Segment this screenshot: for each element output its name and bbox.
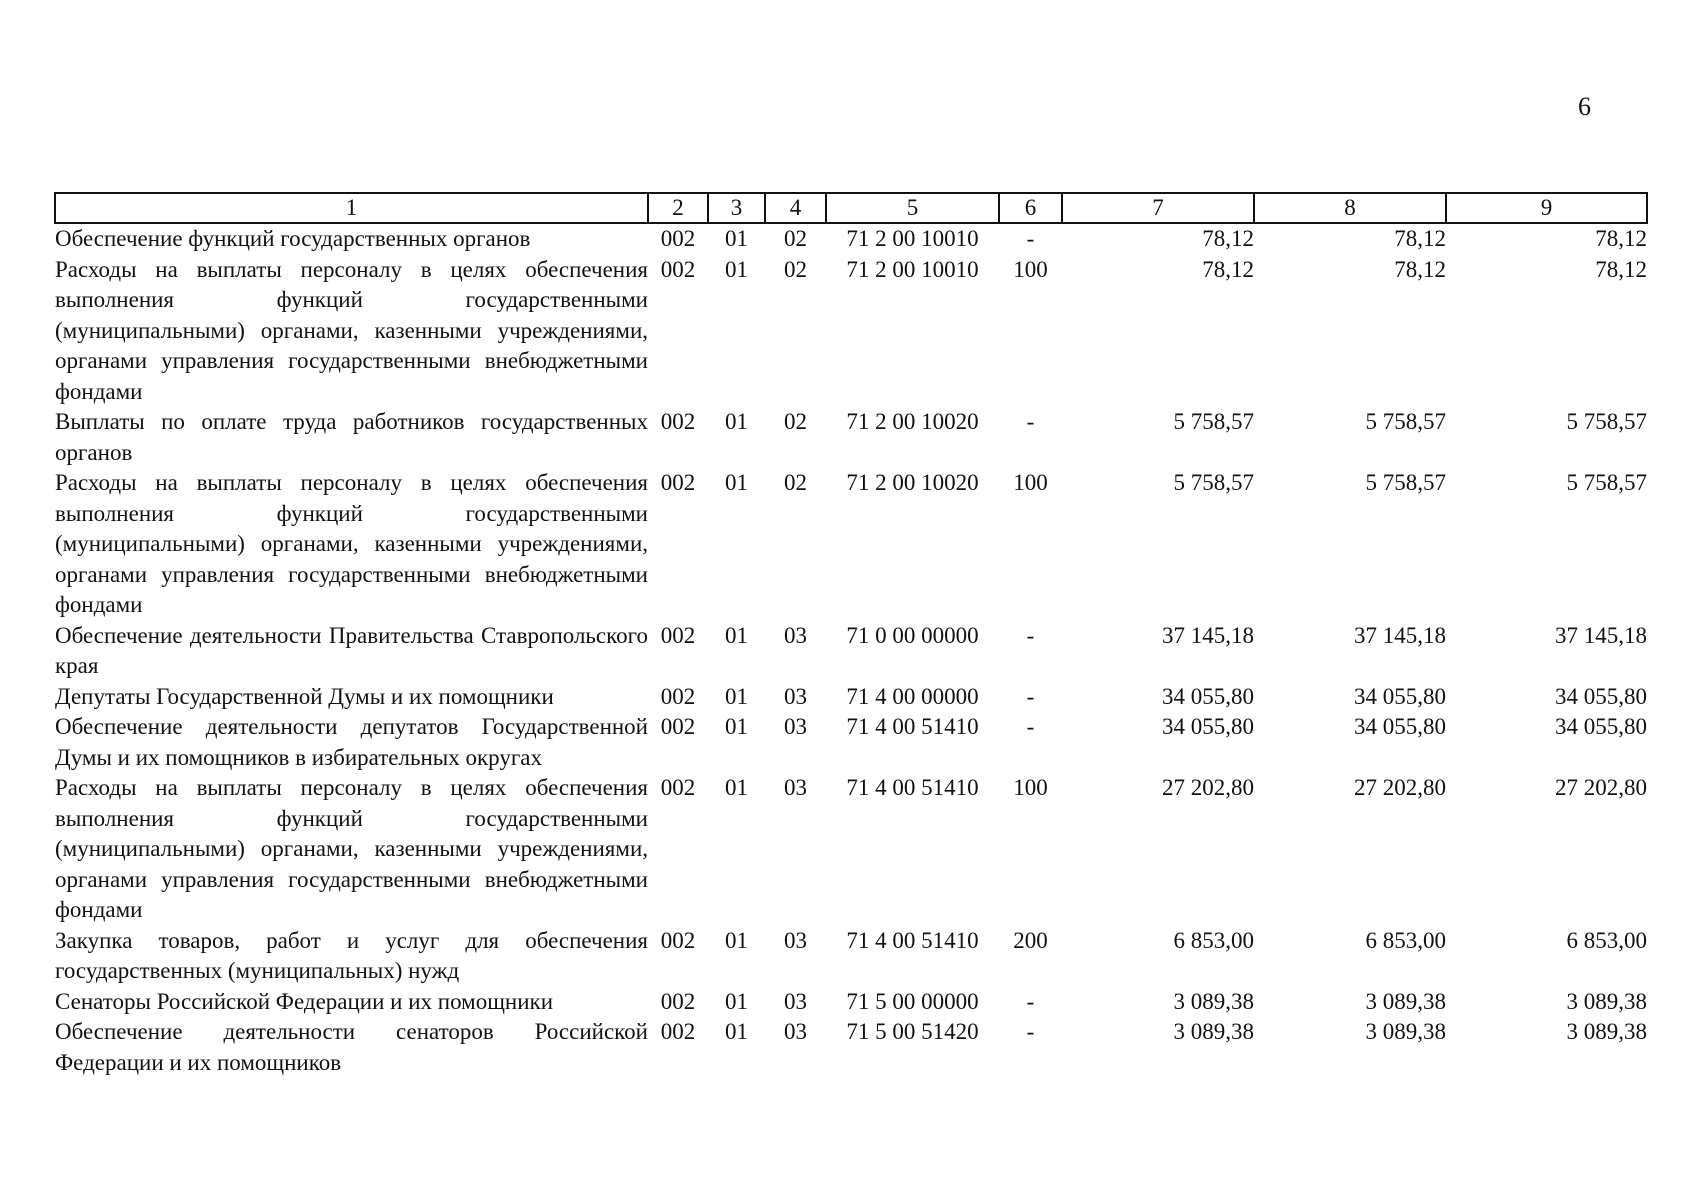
cell-c5: 71 4 00 51410 — [846, 927, 979, 953]
cell-c7: 5 758,57 — [1173, 409, 1254, 434]
cell-c4: 03 — [784, 683, 807, 709]
cell-c3: 01 — [725, 409, 748, 434]
cell-c9: 5 758,57 — [1566, 470, 1647, 495]
cell-c6: - — [1026, 226, 1035, 251]
cell-c4: 02 — [784, 226, 807, 251]
row-name: Депутаты Государственной Думы и их помощники — [55, 683, 554, 709]
cell-c2: 002 — [660, 775, 696, 800]
cell-c5: 71 2 00 10020 — [846, 470, 979, 495]
table-row — [55, 1017, 1647, 1078]
cell-c3: 01 — [725, 775, 748, 800]
table-row — [55, 468, 1647, 621]
cell-c5: 71 4 00 51410 — [846, 775, 979, 800]
row-name: Обеспечение деятельности депутатов Государственной Думы и их помощников в избирательных округах — [55, 714, 648, 770]
cell-c3: 01 — [725, 988, 748, 1014]
cell-c8: 37 145,18 — [1354, 622, 1446, 648]
cell-c8: 27 202,80 — [1354, 775, 1446, 800]
cell-c8: 6 853,00 — [1365, 927, 1446, 953]
cell-c2: 002 — [660, 714, 696, 739]
cell-c2: 002 — [660, 988, 696, 1014]
cell-c8: 34 055,80 — [1354, 714, 1446, 739]
cell-c6: 100 — [1013, 775, 1048, 800]
cell-c9: 3 089,38 — [1566, 1019, 1647, 1044]
cell-c2: 002 — [660, 470, 696, 495]
cell-c6: - — [1026, 683, 1035, 709]
col-header-1: 1 — [55, 193, 648, 223]
cell-c3: 01 — [725, 683, 748, 709]
cell-c9: 5 758,57 — [1566, 409, 1647, 434]
cell-c2: 002 — [660, 226, 696, 251]
cell-c3: 01 — [725, 256, 748, 282]
col-header-7: 7 — [1062, 193, 1254, 223]
cell-c7: 3 089,38 — [1173, 988, 1254, 1014]
cell-c4: 03 — [784, 988, 807, 1014]
cell-c6: - — [1026, 988, 1035, 1014]
table-row — [55, 255, 1647, 408]
table-row — [55, 223, 1647, 255]
table-row — [55, 712, 1647, 773]
row-name: Сенаторы Российской Федерации и их помощники — [55, 988, 554, 1014]
cell-c5: 71 4 00 00000 — [846, 683, 979, 709]
cell-c8: 5 758,57 — [1365, 409, 1446, 434]
cell-c6: 100 — [1013, 470, 1048, 495]
row-name: Обеспечение функций государственных органов — [55, 226, 531, 251]
cell-c7: 34 055,80 — [1162, 683, 1254, 709]
cell-c2: 002 — [660, 1019, 696, 1044]
cell-c2: 002 — [660, 927, 696, 953]
row-name: Расходы на выплаты персоналу в целях обеспечения выполнения функций государственными (муниципальными) органами, казенными учреждениями, органами управления государственными внебюджетными фондами — [55, 775, 648, 922]
table-row — [55, 682, 1647, 713]
page-number: 6 — [1578, 92, 1591, 121]
col-header-4: 4 — [765, 193, 826, 223]
cell-c4: 03 — [784, 775, 807, 800]
cell-c4: 03 — [784, 1019, 807, 1044]
table-row — [55, 621, 1647, 682]
row-name: Обеспечение деятельности сенаторов Российской Федерации и их помощников — [55, 1019, 648, 1075]
cell-c7: 5 758,57 — [1173, 470, 1254, 495]
cell-c5: 71 4 00 51410 — [846, 714, 979, 739]
cell-c2: 002 — [660, 409, 696, 434]
cell-c7: 34 055,80 — [1162, 714, 1254, 739]
cell-c8: 5 758,57 — [1365, 470, 1446, 495]
table-row — [55, 773, 1647, 926]
table-row — [55, 987, 1647, 1018]
cell-c8: 78,12 — [1394, 256, 1446, 282]
cell-c3: 01 — [725, 226, 748, 251]
cell-c9: 78,12 — [1595, 256, 1647, 282]
cell-c8: 3 089,38 — [1365, 988, 1446, 1014]
row-name: Выплаты по оплате труда работников государственных органов — [55, 409, 648, 465]
cell-c5: 71 2 00 10020 — [846, 409, 979, 434]
cell-c9: 37 145,18 — [1555, 622, 1647, 648]
col-header-6: 6 — [999, 193, 1062, 223]
cell-c7: 78,12 — [1202, 226, 1254, 251]
col-header-8: 8 — [1254, 193, 1446, 223]
cell-c4: 03 — [784, 622, 807, 648]
header-row — [55, 193, 1647, 223]
cell-c4: 02 — [784, 470, 807, 495]
cell-c4: 03 — [784, 927, 807, 953]
table-row — [55, 926, 1647, 987]
budget-table — [54, 192, 1648, 1078]
row-name: Закупка товаров, работ и услуг для обеспечения государственных (муниципальных) нужд — [55, 927, 648, 983]
cell-c6: - — [1026, 622, 1035, 648]
cell-c9: 78,12 — [1595, 226, 1647, 251]
cell-c6: - — [1026, 409, 1035, 434]
cell-c5: 71 2 00 10010 — [846, 256, 979, 282]
cell-c9: 34 055,80 — [1555, 714, 1647, 739]
cell-c8: 3 089,38 — [1365, 1019, 1446, 1044]
cell-c9: 3 089,38 — [1566, 988, 1647, 1014]
cell-c7: 27 202,80 — [1162, 775, 1254, 800]
row-name: Расходы на выплаты персоналу в целях обеспечения выполнения функций государственными (муниципальными) органами, казенными учреждениями, органами управления государственными внебюджетными фондами — [55, 470, 648, 617]
col-header-3: 3 — [708, 193, 765, 223]
cell-c6: 200 — [1013, 927, 1048, 953]
cell-c5: 71 0 00 00000 — [846, 622, 979, 648]
cell-c5: 71 5 00 00000 — [846, 988, 979, 1014]
cell-c3: 01 — [725, 714, 748, 739]
cell-c9: 6 853,00 — [1566, 927, 1647, 953]
cell-c3: 01 — [725, 1019, 748, 1044]
cell-c7: 78,12 — [1202, 256, 1254, 282]
cell-c9: 34 055,80 — [1555, 683, 1647, 709]
cell-c3: 01 — [725, 470, 748, 495]
cell-c5: 71 5 00 51420 — [846, 1019, 979, 1044]
cell-c2: 002 — [660, 683, 696, 709]
cell-c3: 01 — [725, 622, 748, 648]
row-name: Расходы на выплаты персоналу в целях обеспечения выполнения функций государственными (муниципальными) органами, казенными учреждениями, органами управления государственными внебюджетными фондами — [55, 256, 648, 404]
cell-c4: 02 — [784, 256, 807, 282]
col-header-2: 2 — [648, 193, 708, 223]
cell-c2: 002 — [660, 622, 696, 648]
cell-c7: 3 089,38 — [1173, 1019, 1254, 1044]
cell-c4: 02 — [784, 409, 807, 434]
row-name: Обеспечение деятельности Правительства Ставропольского края — [55, 622, 648, 678]
cell-c9: 27 202,80 — [1555, 775, 1647, 800]
table-row — [55, 407, 1647, 468]
cell-c6: - — [1026, 1019, 1035, 1044]
cell-c6: 100 — [1013, 256, 1048, 282]
cell-c5: 71 2 00 10010 — [846, 226, 979, 251]
cell-c7: 37 145,18 — [1162, 622, 1254, 648]
cell-c8: 78,12 — [1394, 226, 1446, 251]
col-header-9: 9 — [1446, 193, 1647, 223]
cell-c6: - — [1026, 714, 1035, 739]
cell-c4: 03 — [784, 714, 807, 739]
col-header-5: 5 — [826, 193, 999, 223]
cell-c8: 34 055,80 — [1354, 683, 1446, 709]
cell-c2: 002 — [660, 256, 696, 282]
cell-c3: 01 — [725, 927, 748, 953]
cell-c7: 6 853,00 — [1173, 927, 1254, 953]
